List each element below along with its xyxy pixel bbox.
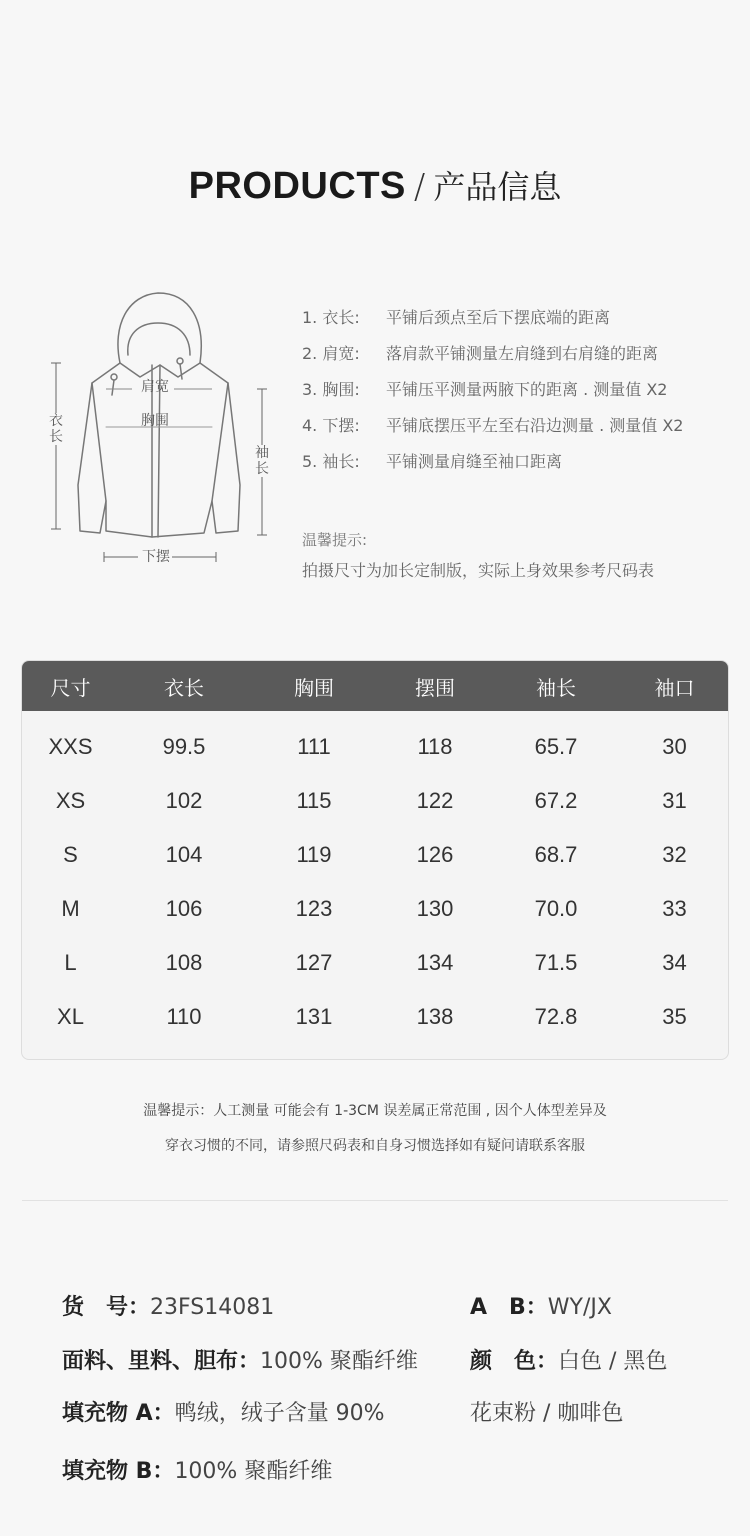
table-cell: 134 <box>416 950 454 975</box>
table-cell: 106 <box>165 896 203 921</box>
notice-line: 温馨提示：人工测量 可能会有 1-3CM 误差属正常范围 , 因个人体型差异及 <box>143 1103 607 1119</box>
table-row <box>22 774 728 828</box>
table-cell: 72.8 <box>534 1004 578 1029</box>
measurement-notice <box>0 1094 750 1164</box>
header-length: 衣长 <box>164 675 204 700</box>
table-row <box>22 990 728 1044</box>
header-chest: 胸围 <box>294 675 334 700</box>
spec-label: A B： <box>470 1295 548 1320</box>
notice-line: 穿衣习惯的不同，请参照尺码表和自身习惯选择如有疑问请联系客服 <box>165 1138 585 1154</box>
table-cell: 30 <box>662 734 687 759</box>
table-body <box>22 711 728 1044</box>
table-cell: 118 <box>417 734 453 759</box>
label-hem: 下摆 <box>142 549 170 565</box>
spec-label: 货 号： <box>62 1295 151 1320</box>
table-cell: 138 <box>416 1004 454 1029</box>
note-row <box>302 413 742 449</box>
note-num: 2. 肩宽: <box>302 344 360 363</box>
table-cell: 127 <box>295 950 333 975</box>
note-num: 5. 袖长: <box>302 452 360 471</box>
table-cell: 119 <box>296 842 332 867</box>
note-num: 3. 胸围: <box>302 380 360 399</box>
section-divider <box>22 1200 728 1201</box>
table-cell: 35 <box>662 1004 687 1029</box>
header-sleeve: 袖长 <box>536 675 576 700</box>
table-cell: 102 <box>165 788 203 813</box>
note-num: 1. 衣长: <box>302 308 360 327</box>
spec-label: 填充物 A： <box>62 1401 175 1426</box>
page-title <box>0 162 750 208</box>
spec-value: 23FS14081 <box>150 1295 275 1320</box>
table-cell: 34 <box>662 950 687 975</box>
table-cell: L <box>64 950 77 975</box>
table-cell: 67.2 <box>534 788 578 813</box>
table-cell: 130 <box>416 896 454 921</box>
table-cell: 122 <box>416 788 454 813</box>
spec-label: 颜 色： <box>470 1349 559 1374</box>
table-cell: 126 <box>416 842 454 867</box>
title-en: PRODUCTS <box>188 165 406 207</box>
table-cell: 70.0 <box>534 896 578 921</box>
spec-item-no <box>62 1290 274 1321</box>
measurement-notes <box>302 305 742 581</box>
note-text: 平铺底摆压平左至右沿边测量 . 测量值 X2 <box>386 416 684 435</box>
spec-value: 白色 / 黑色 <box>558 1349 668 1374</box>
table-cell: 131 <box>295 1004 333 1029</box>
jacket-outline-icon <box>40 285 280 575</box>
size-table <box>21 660 729 1060</box>
table-cell: 68.7 <box>534 842 578 867</box>
tip-text: 拍摄尺寸为加长定制版，实际上身效果参考尺码表 <box>302 561 655 580</box>
note-row <box>302 305 742 341</box>
note-row <box>302 449 742 485</box>
table-cell: 110 <box>166 1004 202 1029</box>
table-cell: 108 <box>165 950 203 975</box>
note-text: 平铺后颈点至后下摆底端的距离 <box>386 308 611 327</box>
label-sleeve: 袖长 <box>255 445 269 477</box>
label-length: 衣长 <box>49 413 63 445</box>
spec-fabric <box>62 1344 418 1375</box>
spec-label: 面料、里料、胆布： <box>62 1349 261 1374</box>
spec-value: 100% 聚酯纤维 <box>260 1349 418 1374</box>
spec-ab <box>470 1290 612 1321</box>
note-num: 4. 下摆: <box>302 416 360 435</box>
header-cuff: 袖口 <box>654 675 695 700</box>
note-text: 平铺压平测量两腋下的距离 . 测量值 X2 <box>386 380 668 399</box>
spec-fill-a <box>62 1396 385 1427</box>
spec-value: 100% 聚酯纤维 <box>174 1459 333 1484</box>
table-header <box>22 661 728 711</box>
spec-value: 鸭绒，绒子含量 90% <box>174 1401 385 1426</box>
label-shoulder: 肩宽 <box>141 379 169 395</box>
table-cell: 115 <box>296 788 332 813</box>
note-row <box>302 341 742 377</box>
table-cell: 123 <box>295 896 333 921</box>
table-cell: 33 <box>662 896 687 921</box>
tip-title: 温馨提示: <box>302 531 368 549</box>
header-size: 尺寸 <box>50 675 91 700</box>
spec-value: WY/JX <box>547 1295 612 1320</box>
table-cell: XL <box>57 1004 84 1029</box>
title-cn: 产品信息 <box>433 168 562 206</box>
table-cell: 31 <box>662 788 687 813</box>
note-text: 落肩款平铺测量左肩缝到右肩缝的距离 <box>386 344 659 363</box>
table-cell: 104 <box>165 842 203 867</box>
table-cell: 111 <box>297 734 331 759</box>
table-cell: XXS <box>48 734 93 759</box>
table-cell: S <box>63 842 78 867</box>
table-row <box>22 720 728 774</box>
title-separator: / <box>413 167 426 207</box>
note-row <box>302 377 742 413</box>
spec-fill-b <box>62 1454 332 1485</box>
spec-color <box>470 1344 667 1375</box>
table-cell: 99.5 <box>162 734 206 759</box>
header-hem: 摆围 <box>415 675 455 700</box>
table-cell: 71.5 <box>534 950 578 975</box>
note-text: 平铺测量肩缝至袖口距离 <box>386 452 563 471</box>
table-row <box>22 882 728 936</box>
table-row <box>22 828 728 882</box>
table-cell: 65.7 <box>534 734 578 759</box>
table-cell: 32 <box>662 842 687 867</box>
table-row <box>22 936 728 990</box>
table-cell: XS <box>55 788 86 813</box>
label-chest: 胸围 <box>141 413 169 429</box>
spec-label: 填充物 B： <box>62 1459 175 1484</box>
jacket-diagram <box>40 285 280 575</box>
spec-color-continued <box>470 1396 623 1427</box>
table-cell: M <box>61 896 80 921</box>
spec-value: 花束粉 / 咖啡色 <box>470 1401 624 1426</box>
